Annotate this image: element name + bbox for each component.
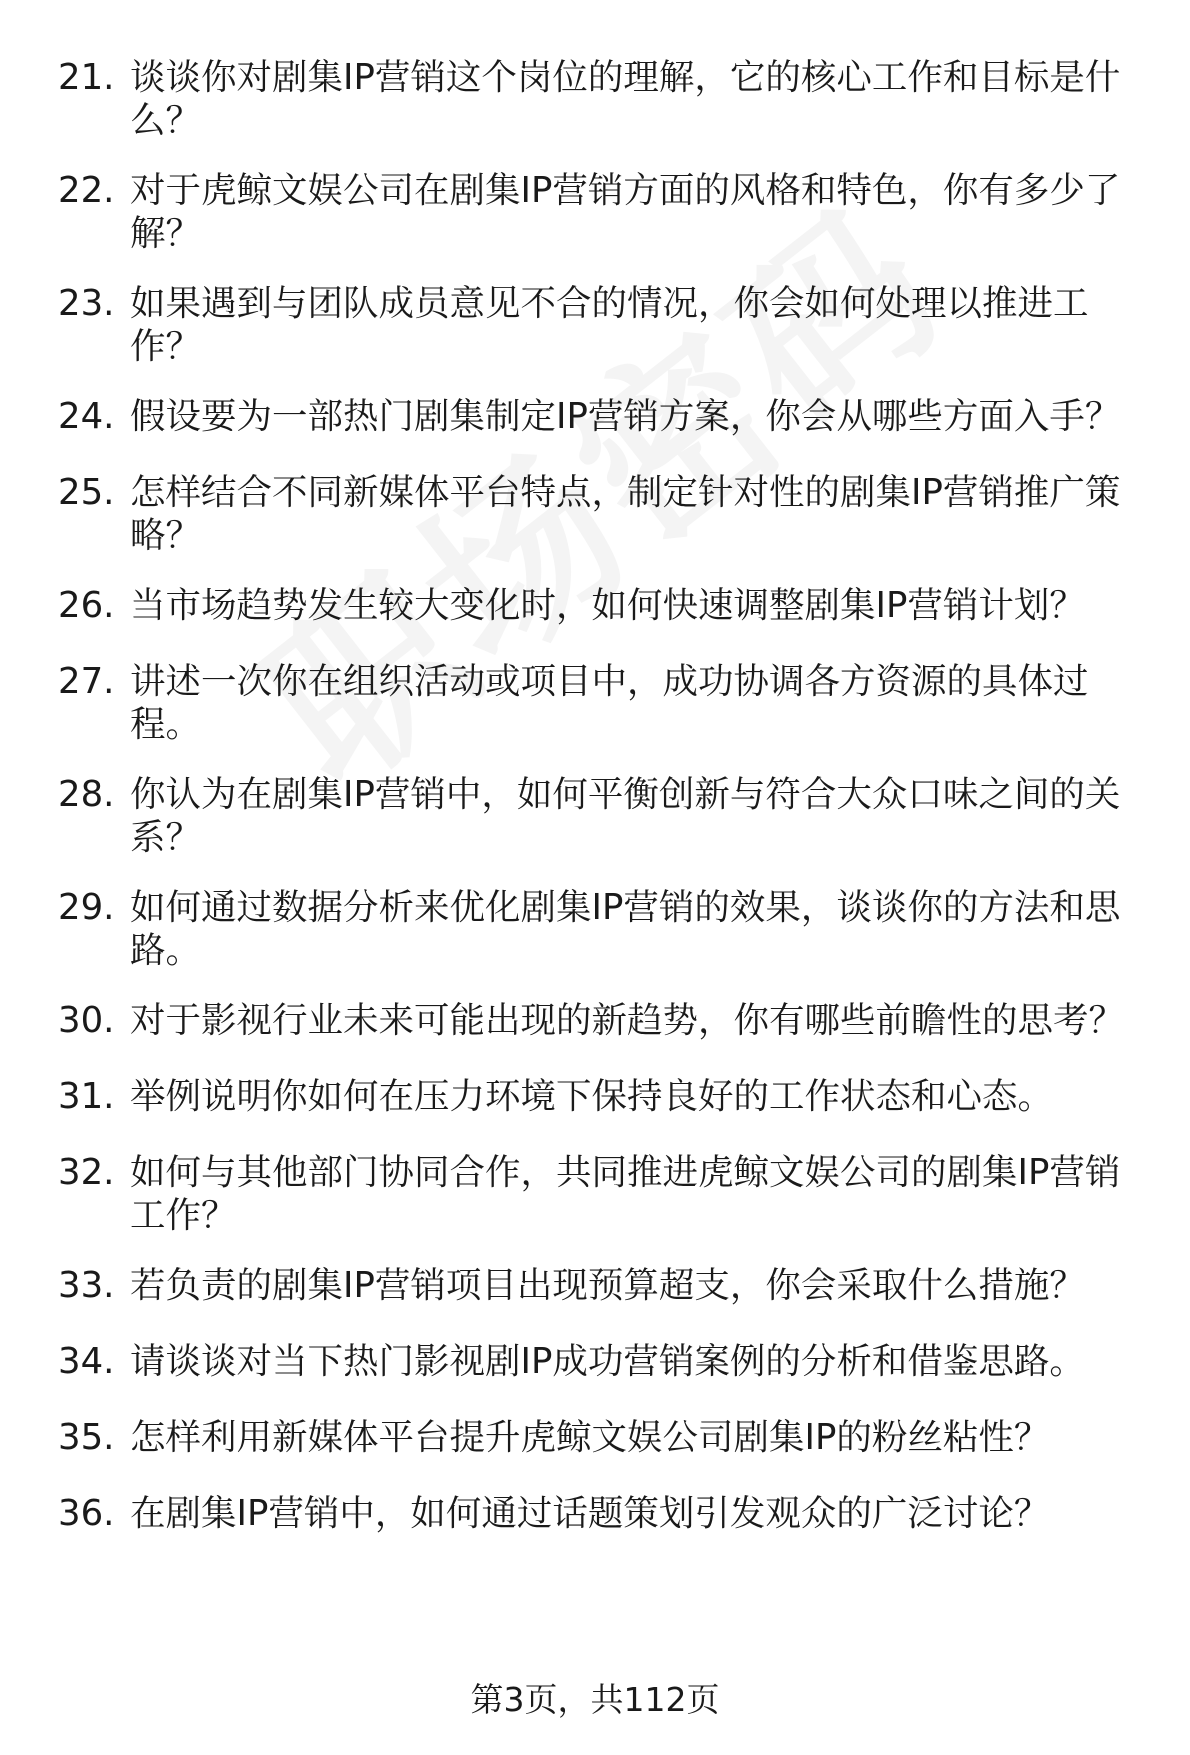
question-text: 请谈谈对当下热门影视剧IP成功营销案例的分析和借鉴思路。 xyxy=(130,1341,1085,1382)
question-text: 对于影视行业未来可能出现的新趋势，你有哪些前瞻性的思考？ xyxy=(130,1000,1125,1041)
question-number: 22. xyxy=(58,170,115,211)
question-number: 35. xyxy=(58,1417,115,1458)
question-text: 如何通过数据分析来优化剧集IP营销的效果，谈谈你的方法和思路。 xyxy=(130,887,1121,971)
question-text: 讲述一次你在组织活动或项目中，成功协调各方资源的具体过程。 xyxy=(130,661,1089,745)
question-list xyxy=(0,56,1190,1568)
question-text: 当市场趋势发生较大变化时，如何快速调整剧集IP营销计划？ xyxy=(130,585,1085,626)
list-item xyxy=(0,660,1190,746)
question-text: 若负责的剧集IP营销项目出现预算超支，你会采取什么措施？ xyxy=(130,1265,1085,1306)
list-item xyxy=(0,999,1190,1042)
list-item xyxy=(0,1492,1190,1535)
list-item xyxy=(0,395,1190,438)
question-text: 怎样结合不同新媒体平台特点，制定针对性的剧集IP营销推广策略？ xyxy=(130,472,1121,556)
question-number: 31. xyxy=(58,1076,115,1117)
question-number: 24. xyxy=(58,396,115,437)
list-item xyxy=(0,886,1190,972)
question-number: 27. xyxy=(58,661,115,702)
question-number: 33. xyxy=(58,1265,115,1306)
list-item xyxy=(0,56,1190,142)
question-text: 举例说明你如何在压力环境下保持良好的工作状态和心态。 xyxy=(130,1076,1054,1117)
question-number: 28. xyxy=(58,774,115,815)
question-text: 你认为在剧集IP营销中，如何平衡创新与符合大众口味之间的关系？ xyxy=(130,774,1121,858)
question-text: 怎样利用新媒体平台提升虎鲸文娱公司剧集IP的粉丝粘性？ xyxy=(130,1417,1050,1458)
question-text: 在剧集IP营销中，如何通过话题策划引发观众的广泛讨论？ xyxy=(130,1493,1050,1534)
question-number: 21. xyxy=(58,57,115,98)
question-text: 如何与其他部门协同合作，共同推进虎鲸文娱公司的剧集IP营销工作？ xyxy=(130,1152,1121,1236)
question-text: 对于虎鲸文娱公司在剧集IP营销方面的风格和特色，你有多少了解？ xyxy=(130,170,1121,254)
question-number: 30. xyxy=(58,1000,115,1041)
page-number: 第3页，共112页 xyxy=(470,1680,720,1719)
list-item xyxy=(0,773,1190,859)
list-item xyxy=(0,1340,1190,1383)
list-item xyxy=(0,1151,1190,1237)
question-text: 谈谈你对剧集IP营销这个岗位的理解，它的核心工作和目标是什么？ xyxy=(130,57,1121,141)
list-item xyxy=(0,1264,1190,1307)
question-number: 36. xyxy=(58,1493,115,1534)
question-text: 假设要为一部热门剧集制定IP营销方案，你会从哪些方面入手？ xyxy=(130,396,1121,437)
list-item xyxy=(0,1416,1190,1459)
question-text: 如果遇到与团队成员意见不合的情况，你会如何处理以推进工作？ xyxy=(130,283,1089,367)
list-item xyxy=(0,584,1190,627)
list-item xyxy=(0,471,1190,557)
list-item xyxy=(0,1075,1190,1118)
question-number: 29. xyxy=(58,887,115,928)
question-number: 34. xyxy=(58,1341,115,1382)
question-number: 32. xyxy=(58,1152,115,1193)
question-number: 26. xyxy=(58,585,115,626)
list-item xyxy=(0,169,1190,255)
list-item xyxy=(0,282,1190,368)
question-number: 25. xyxy=(58,472,115,513)
question-number: 23. xyxy=(58,283,115,324)
